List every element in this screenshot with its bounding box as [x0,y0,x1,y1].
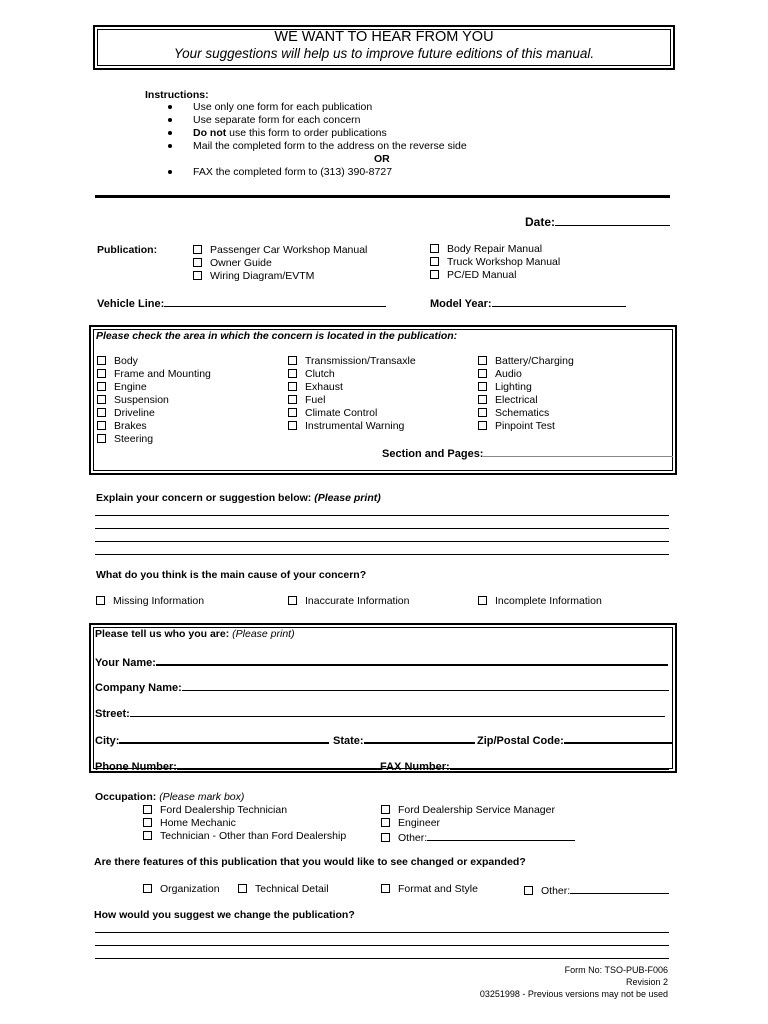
concern-option[interactable]: Body [97,355,138,368]
occupation-option[interactable]: Technician - Other than Ford Dealership [143,830,346,843]
occupation-hint: (Please mark box) [159,791,245,803]
checkbox[interactable] [430,244,439,253]
checkbox[interactable] [288,369,297,378]
checkbox[interactable] [97,395,106,404]
checkbox[interactable] [288,382,297,391]
publication-option[interactable]: Wiring Diagram/EVTM [193,270,314,283]
checkbox[interactable] [97,434,106,443]
city-field[interactable] [95,732,329,747]
checkbox[interactable] [288,408,297,417]
writing-line[interactable] [95,528,669,529]
publication-option[interactable]: Passenger Car Workshop Manual [193,244,367,257]
writing-line[interactable] [95,515,669,516]
checkbox[interactable] [478,395,487,404]
checkbox[interactable] [97,356,106,365]
fax-field[interactable] [380,758,669,773]
occupation-option[interactable]: Engineer [381,817,440,830]
contact-hint: (Please print) [232,628,295,640]
checkbox[interactable] [478,421,487,430]
publication-option[interactable]: PC/ED Manual [430,269,516,282]
concern-option[interactable]: Frame and Mounting [97,368,211,381]
checkbox[interactable] [96,596,105,605]
publication-option[interactable]: Truck Workshop Manual [430,256,560,269]
concern-option[interactable]: Pinpoint Test [478,420,555,433]
features-option[interactable]: Organization [143,883,220,896]
divider [95,195,670,198]
checkbox[interactable] [478,356,487,365]
instructions-list-fax [193,166,392,179]
features-option[interactable]: Other: [524,883,669,898]
checkbox[interactable] [478,369,487,378]
concern-option[interactable]: Fuel [288,394,325,407]
publication-option[interactable]: Body Repair Manual [430,243,542,256]
concern-option[interactable]: Brakes [97,420,147,433]
checkbox[interactable] [288,596,297,605]
explain-hint: (Please print) [314,492,381,504]
cause-question: What do you think is the main cause of your concern? [96,569,367,581]
occupation-option[interactable]: Other: [381,830,575,845]
company-name-field[interactable] [95,680,669,694]
concern-option[interactable]: Instrumental Warning [288,420,404,433]
occupation-option[interactable]: Ford Dealership Service Manager [381,804,555,817]
instructions-list [193,101,467,153]
checkbox[interactable] [430,257,439,266]
concern-option[interactable]: Electrical [478,394,538,407]
city-label: City: [95,735,120,747]
instruction-item: Use only one form for each publication [193,101,467,114]
instruction-item: Mail the completed form to the address on the reverse side [193,140,467,153]
model-year-label: Model Year: [430,298,492,310]
checkbox[interactable] [478,382,487,391]
occupation-label: Occupation: (Please mark box) [95,791,245,803]
checkbox[interactable] [381,818,390,827]
vehicle-line-field[interactable] [97,296,386,310]
publication-option[interactable]: Owner Guide [193,257,272,270]
checkbox[interactable] [143,805,152,814]
state-field[interactable] [333,732,475,747]
section-pages-label: Section and Pages: [382,448,484,460]
cause-option[interactable]: Missing Information [96,595,204,608]
instructions-label: Instructions: [145,89,209,101]
writing-line[interactable] [95,958,669,959]
checkbox[interactable] [381,805,390,814]
suggest-question: How would you suggest we change the publication? [94,909,355,921]
model-year-field[interactable] [430,296,626,310]
occupation-option[interactable]: Home Mechanic [143,817,236,830]
date-field[interactable] [525,215,670,229]
checkbox[interactable] [97,408,106,417]
street-field[interactable] [95,706,665,720]
checkbox[interactable] [97,369,106,378]
checkbox[interactable] [97,382,106,391]
concern-option[interactable]: Steering [97,433,153,446]
concern-option[interactable]: Suspension [97,394,169,407]
explain-label: Explain your concern or suggestion below: (Please print) [96,492,381,504]
checkbox[interactable] [193,271,202,280]
contact-box [89,623,677,773]
form-number: Form No: TSO-PUB-F006 [564,965,668,975]
concern-option[interactable]: Clutch [288,368,335,381]
fax-label: FAX Number: [380,761,450,773]
phone-field[interactable] [95,758,382,773]
contact-heading: Please tell us who you are: (Please print) [95,628,295,640]
form-revision: Revision 2 [625,977,668,987]
concern-area-heading: Please check the area in which the concern is located in the publication: [96,330,458,342]
concern-option[interactable]: Schematics [478,407,549,420]
instruction-item: Use separate form for each concern [193,114,467,127]
zip-label: Zip/Postal Code: [477,735,564,747]
occupation-option[interactable]: Ford Dealership Technician [143,804,287,817]
checkbox[interactable] [143,831,152,840]
concern-option[interactable]: Transmission/Transaxle [288,355,416,368]
checkbox[interactable] [288,421,297,430]
instruction-item: Do not use this form to order publications [193,127,467,140]
checkbox[interactable] [288,356,297,365]
publication-label: Publication: [97,244,158,256]
page-subtitle: Your suggestions will help us to improve future editions of this manual. [173,46,595,61]
writing-line[interactable] [95,932,669,933]
features-question: Are there features of this publication that you would like to see changed or expanded? [94,856,526,868]
street-label: Street: [95,708,130,720]
concern-option[interactable]: Exhaust [288,381,343,394]
concern-option[interactable]: Battery/Charging [478,355,574,368]
concern-option[interactable]: Audio [478,368,522,381]
your-name-label: Your Name: [95,657,156,669]
checkbox[interactable] [193,258,202,267]
writing-line[interactable] [95,541,669,542]
concern-option[interactable]: Engine [97,381,147,394]
checkbox[interactable] [97,421,106,430]
checkbox[interactable] [193,245,202,254]
state-label: State: [333,735,364,747]
date-label: Date: [525,215,556,229]
checkbox[interactable] [381,833,390,842]
writing-line[interactable] [95,945,669,946]
your-name-field[interactable] [95,654,668,669]
instructions-or: OR [374,153,390,165]
checkbox[interactable] [524,886,533,895]
concern-option[interactable]: Lighting [478,381,532,394]
features-option[interactable]: Technical Detail [238,883,329,896]
company-name-label: Company Name: [95,682,182,694]
zip-field[interactable] [477,732,672,747]
checkbox[interactable] [288,395,297,404]
checkbox[interactable] [143,884,152,893]
checkbox[interactable] [381,884,390,893]
form-version-note: 03251998 - Previous versions may not be used [479,989,668,999]
cause-option[interactable]: Inaccurate Information [288,595,409,608]
cause-option[interactable]: Incomplete Information [478,595,602,608]
writing-line[interactable] [95,554,669,555]
checkbox[interactable] [430,270,439,279]
checkbox[interactable] [478,408,487,417]
section-pages-field[interactable] [382,446,673,460]
features-option[interactable]: Format and Style [381,883,478,896]
vehicle-line-label: Vehicle Line: [97,298,165,310]
page-title: WE WANT TO HEAR FROM YOU [274,29,494,45]
phone-label: Phone Number: [95,761,177,773]
checkbox[interactable] [143,818,152,827]
instruction-item: FAX the completed form to (313) 390-8727 [193,166,392,179]
checkbox[interactable] [478,596,487,605]
concern-option[interactable]: Climate Control [288,407,377,420]
concern-option[interactable]: Driveline [97,407,155,420]
checkbox[interactable] [238,884,247,893]
